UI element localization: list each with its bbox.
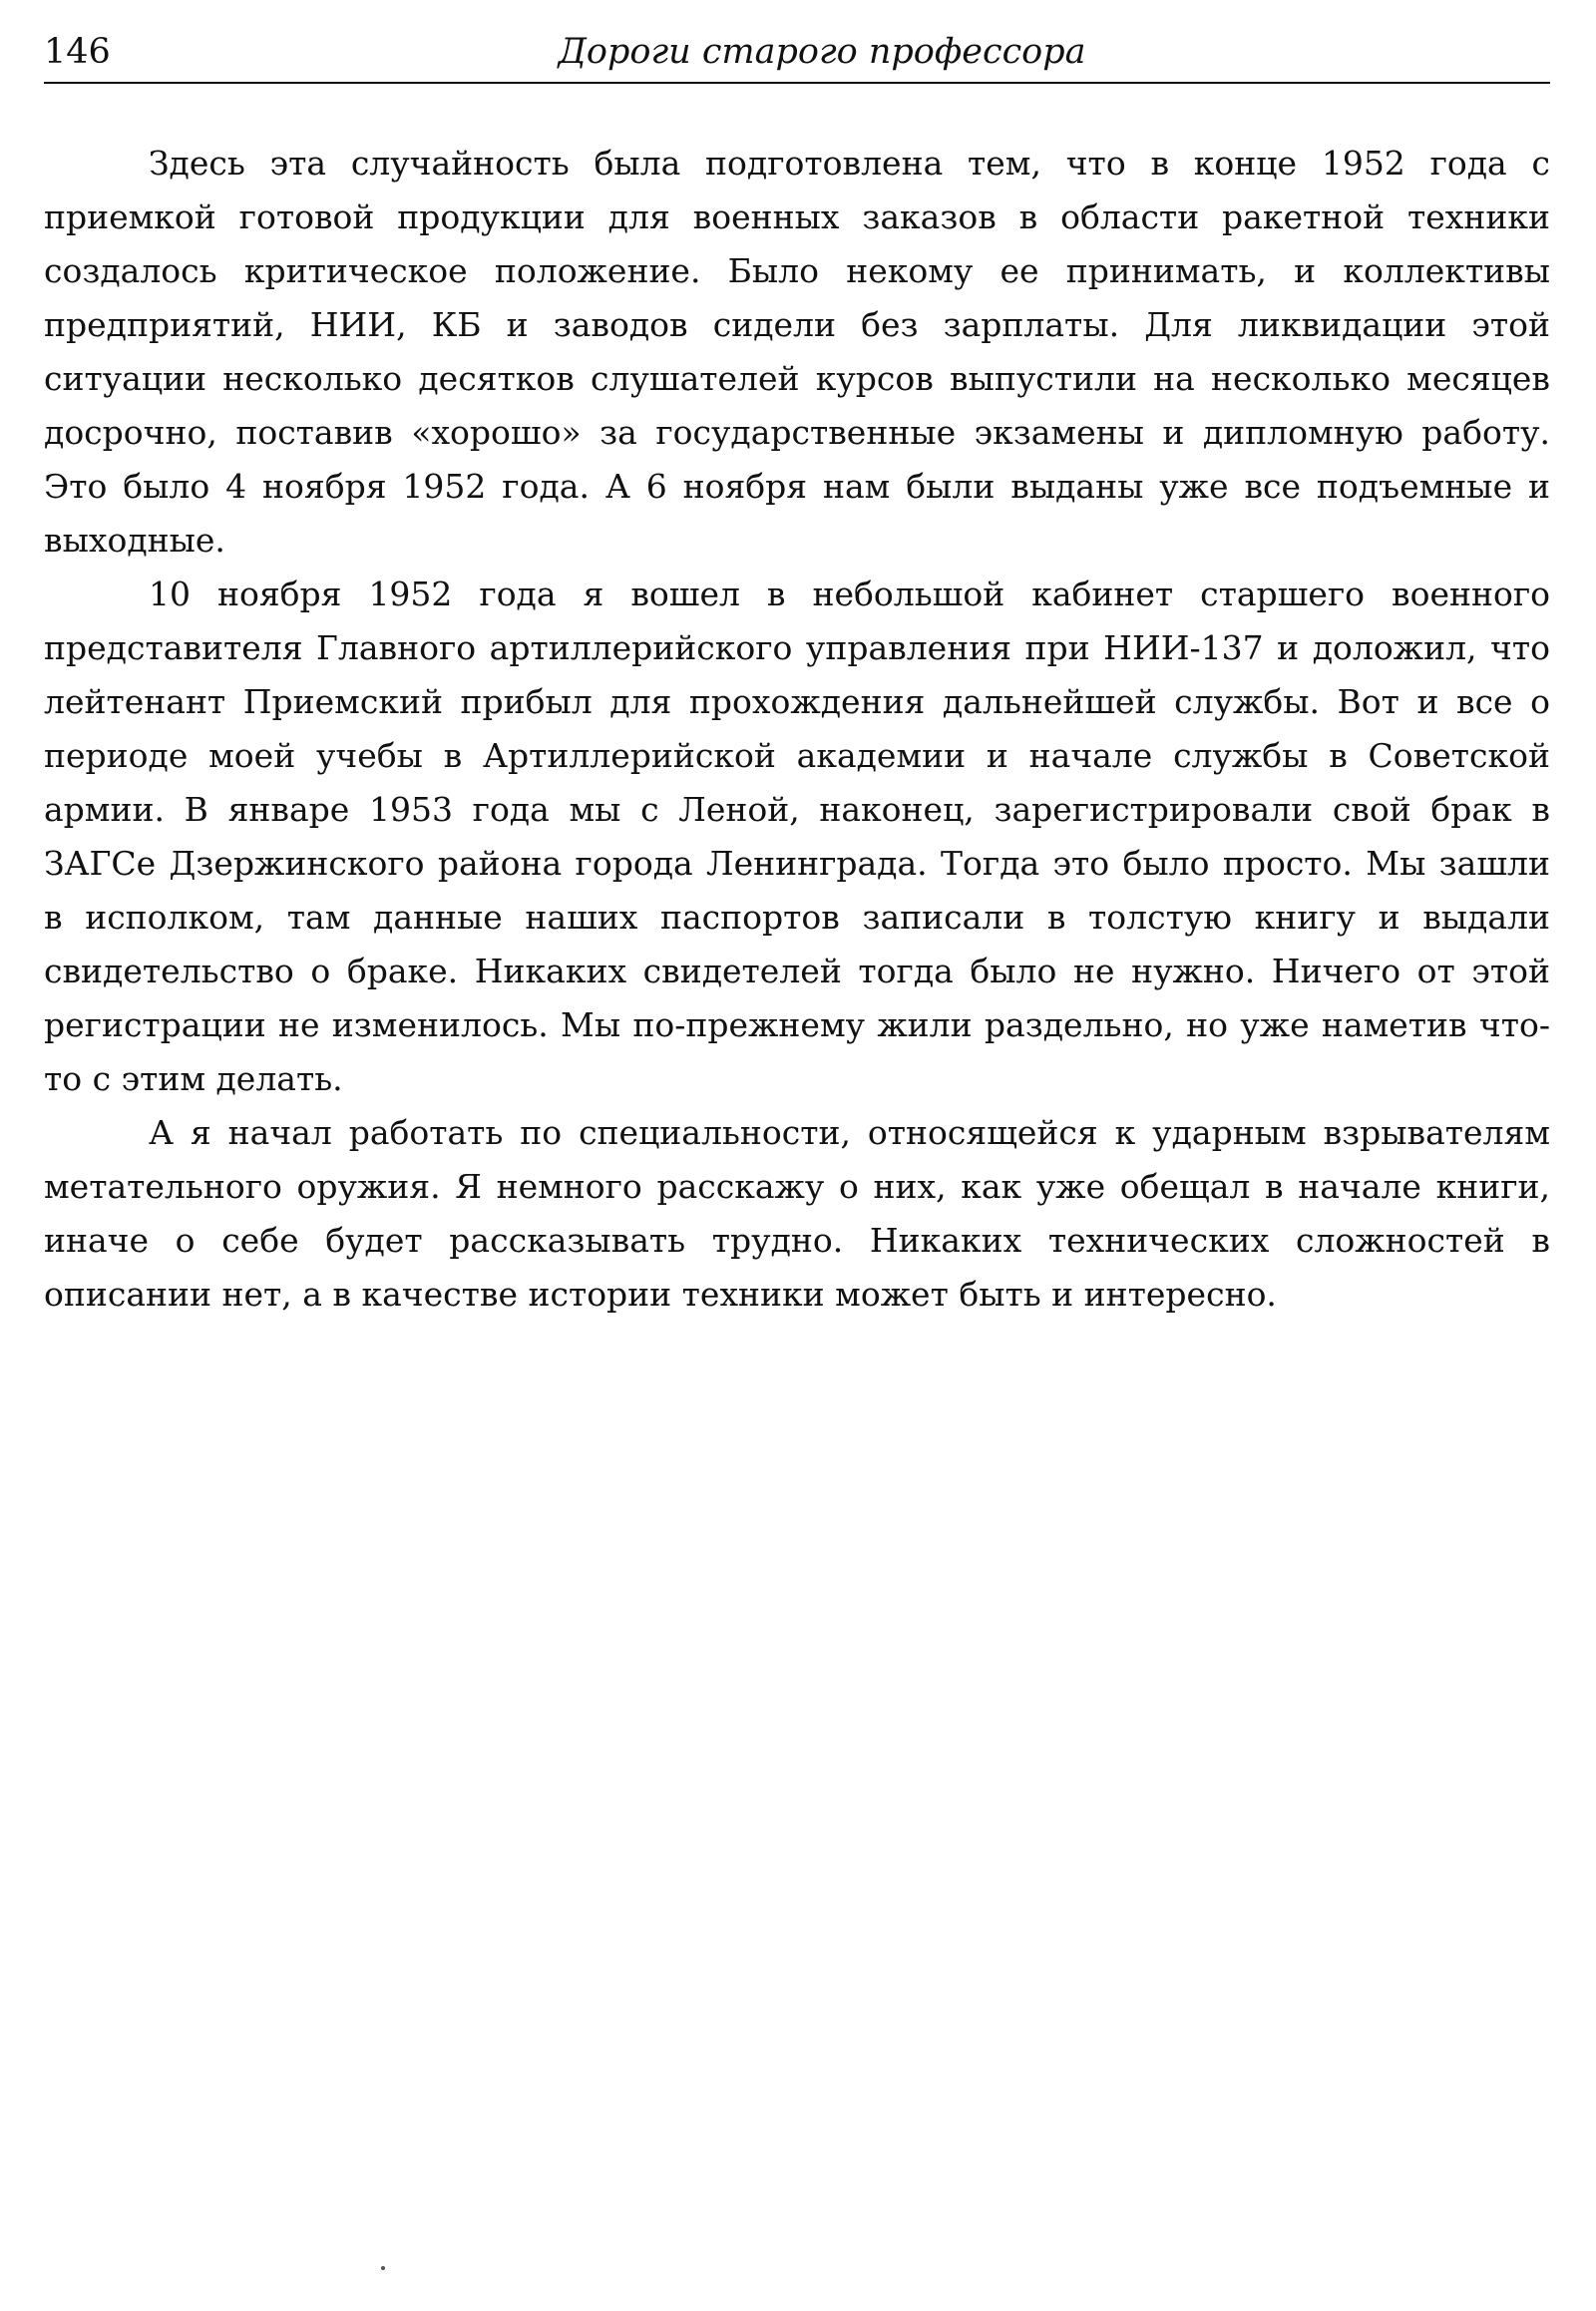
paragraph: А я начал работать по специальности, относящейся к ударным взрывателям метательного оружия. Я немного расскажу о них, как уже обещал в начале книги, иначе о себе будет рассказывать трудно. Никаких технических сложностей в описании нет, а в качестве истории техники может быть и интересно.	[44, 1113, 1550, 1314]
page-number: 146	[44, 32, 111, 72]
running-header	[44, 22, 1550, 84]
print-speck	[381, 2266, 385, 2270]
paragraph: Здесь эта случайность была подготовлена тем, что в конце 1952 года с приемкой готовой продукции для военных заказов в области ракетной техники создалось критическое положение. Было некому ее принимать, и коллективы предприятий, НИИ, КБ и заводов сидели без зарплаты. Для ликвидации этой ситуации несколько десятков слушателей курсов выпустили на несколько месяцев досрочно, поставив «хорошо» за государственные экзамены и дипломную работу. Это было 4 ноября 1952 года. А 6 ноября нам были выданы уже все подъемные и выходные.	[44, 144, 1550, 560]
paragraph: 10 ноября 1952 года я вошел в небольшой кабинет старшего военного представителя Главного артиллерийского управления при НИИ-137 и доложил, что лейтенант Приемский прибыл для прохождения дальнейшей службы. Вот и все о периоде моей учебы в Артиллерийской академии и начале службы в Советской армии. В январе 1953 года мы с Леной, наконец, зарегистрировали свой брак в ЗАГСе Дзержинского района города Ленинграда. Тогда это было просто. Мы зашли в исполком, там данные наших паспортов записали в толстую книгу и выдали свидетельство о браке. Никаких свидетелей тогда было не нужно. Ничего от этой регистрации не изменилось. Мы по-прежнему жили раздельно, но уже наметив что-то с этим делать.	[44, 575, 1550, 1098]
body-text	[44, 137, 1550, 1322]
header-rule	[44, 82, 1550, 84]
running-title: Дороги старого профессора	[558, 32, 1086, 72]
